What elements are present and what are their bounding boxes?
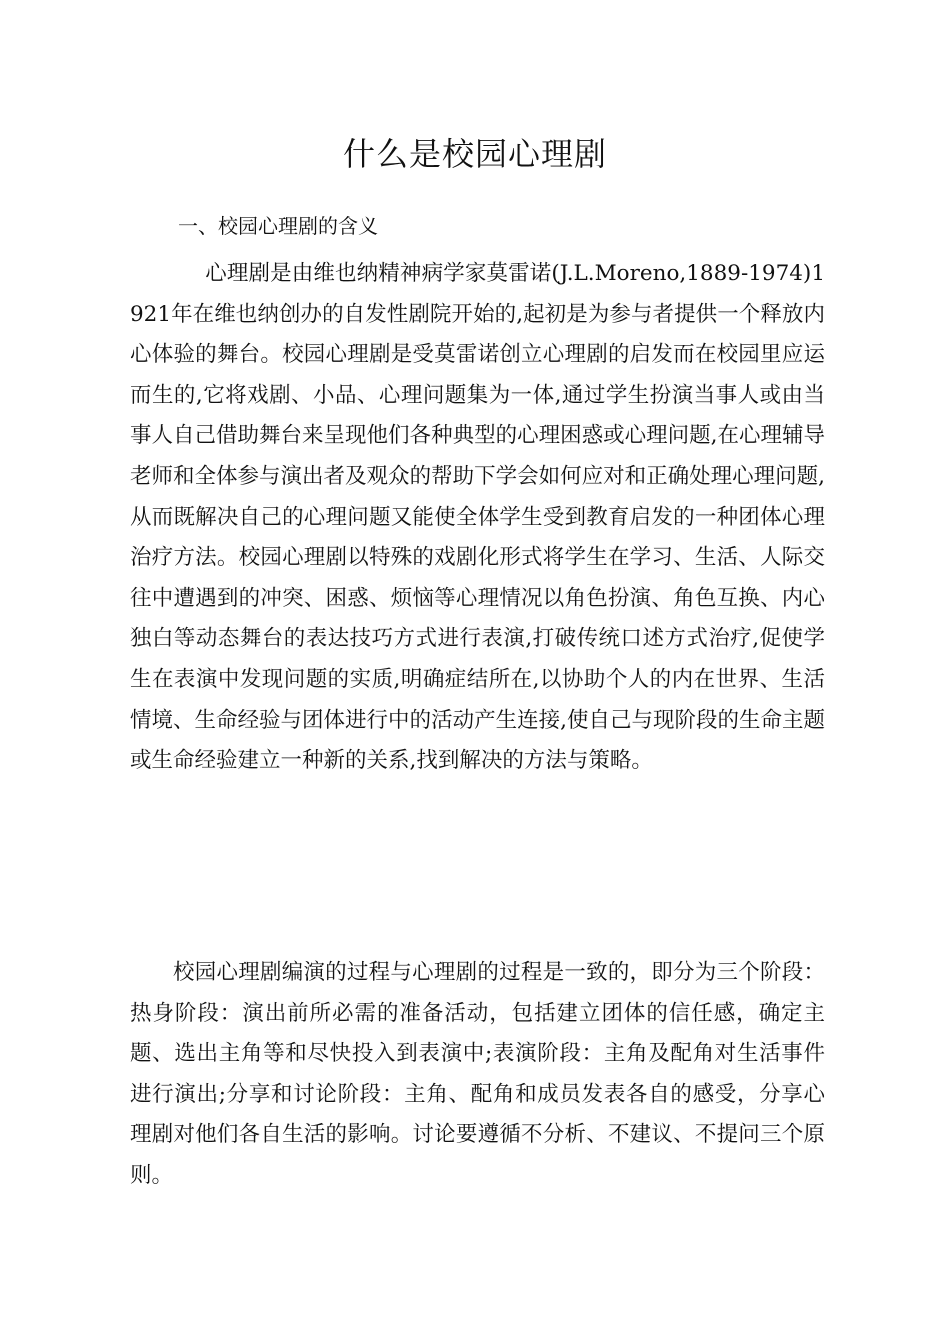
section-heading: 一、校园心理剧的含义 [178, 214, 378, 238]
paragraph-definition: 心理剧是由维也纳精神病学家莫雷诺(J.L.Moreno,1889-1974)1921年在维也纳创办的自发性剧院开始的,起初是为参与者提供一个释放内心体验的舞台。校园心理剧是受莫雷诺创立心理剧的启发而在校园里应运而生的,它将戏剧、小品、心理问题集为一体,通过学生扮演当事人或由当事人自己借助舞台来呈现他们各种典型的心理困惑或心理问题,在心理辅导老师和全体参与演出者及观众的帮助下学会如何应对和正确处理心理问题,从而既解决自己的心理问题又能使全体学生受到教育启发的一种团体心理治疗方法。校园心理剧以特殊的戏剧化形式将学生在学习、生活、人际交往中遭遇到的冲突、困惑、烦恼等心理情况以角色扮演、角色互换、内心独白等动态舞台的表达技巧方式进行表演,打破传统口述方式治疗,促使学生在表演中发现问题的实质,明确症结所在,以协助个人的内在世界、生活情境、生命经验与团体进行中的活动产生连接,使自己与现阶段的生命主题或生命经验建立一种新的关系,找到解决的方法与策略。 [130, 261, 825, 774]
paragraph-stages: 校园心理剧编演的过程与心理剧的过程是一致的，即分为三个阶段：热身阶段：演出前所必需的准备活动，包括建立团体的信任感，确定主题、选出主角等和尽快投入到表演中;表演阶段：主角及配角对生活事件进行演出;分享和讨论阶段：主角、配角和成员发表各自的感受，分享心理剧对他们各自生活的影响。讨论要遵循不分析、不建议、不提问三个原则。 [130, 960, 825, 1188]
document-title: 什么是校园心理剧 [342, 135, 607, 173]
